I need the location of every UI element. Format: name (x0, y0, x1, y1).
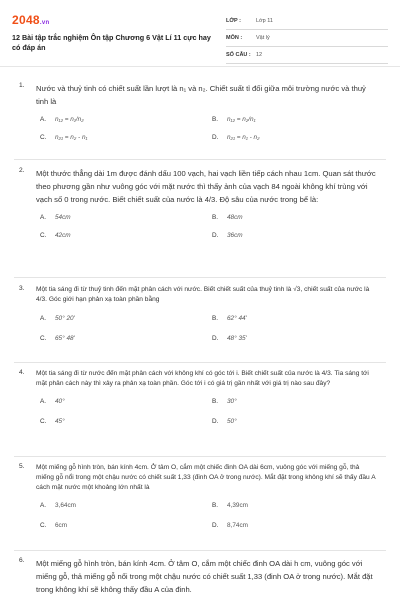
question-number: 4. (19, 369, 25, 376)
option-letter: B. (212, 398, 219, 405)
meta-label: LỚP : (226, 18, 241, 24)
question-number: 2. (19, 167, 25, 174)
meta-row-count (226, 47, 388, 64)
options-row (40, 134, 376, 146)
option-value: 30° (227, 398, 237, 405)
option-value: 50° 20' (55, 315, 75, 322)
option-b[interactable] (212, 315, 247, 322)
options-row (40, 315, 376, 327)
meta-value: 12 (256, 52, 263, 58)
meta-row-subject (226, 30, 388, 47)
option-a[interactable] (40, 315, 75, 322)
option-d[interactable] (212, 134, 260, 141)
question-1 (19, 82, 376, 146)
question-2 (19, 167, 376, 244)
option-d[interactable] (212, 232, 243, 239)
option-value: 40° (55, 398, 65, 405)
option-letter: B. (212, 214, 219, 221)
option-a[interactable] (40, 214, 71, 221)
option-letter: C. (40, 134, 47, 141)
option-letter: C. (40, 418, 47, 425)
option-d[interactable] (212, 522, 248, 529)
option-b[interactable] (212, 398, 237, 405)
question-number: 6. (19, 557, 25, 564)
option-value: 65° 48' (55, 335, 75, 342)
question-divider (14, 362, 386, 363)
option-letter: D. (212, 134, 219, 141)
option-a[interactable] (40, 502, 76, 509)
options-row (40, 232, 376, 244)
option-c[interactable] (40, 335, 75, 342)
question-6 (19, 557, 376, 596)
option-value: 42cm (55, 232, 71, 239)
option-b[interactable] (212, 214, 243, 221)
meta-row-class (226, 13, 388, 30)
quiz-meta (226, 13, 388, 64)
option-c[interactable] (40, 134, 88, 141)
options-row (40, 418, 376, 430)
option-letter: C. (40, 232, 47, 239)
option-b[interactable] (212, 502, 248, 509)
option-value: n₁₂ = n₂/n₁ (227, 116, 256, 123)
option-letter: B. (212, 315, 219, 322)
option-letter: A. (40, 214, 47, 221)
option-letter: D. (212, 232, 219, 239)
option-letter: A. (40, 315, 47, 322)
meta-value: Lớp 11 (256, 18, 273, 24)
meta-value: Vật lý (256, 35, 270, 41)
question-text: Một tia sáng đi từ nước đến mặt phân cách với không khí có góc tới i. Biết chiết suất của nước là 4/3. Tia sáng tới mặt phân cách này thì xảy ra phản xạ toàn phần. Góc tới i có giá trị gần nhất với giá trị nào sau đây? (36, 370, 369, 387)
option-value: 45° (55, 418, 65, 425)
quiz-title: 12 Bài tập trắc nghiệm Ôn tập Chương 6 Vật Lí 11 cực hay có đáp án (12, 33, 211, 52)
option-letter: D. (212, 522, 219, 529)
options-row (40, 214, 376, 226)
option-value: 8,74cm (227, 522, 248, 529)
option-a[interactable] (40, 398, 65, 405)
option-letter: B. (212, 116, 219, 123)
option-letter: A. (40, 398, 47, 405)
option-letter: B. (212, 502, 219, 509)
option-letter: A. (40, 116, 47, 123)
question-3 (19, 285, 376, 347)
options-row (40, 522, 376, 534)
question-text: Một miếng gỗ hình tròn, bán kính 4cm. Ở tâm O, cắm một chiếc đinh OA dài h cm, vuông góc với miếng gỗ, thả miếng gỗ nổi trong một chậu nước có chiết suất 1,33 (đinh OA ở trong nước). Mắt đặt trong không khí sẽ không thấy đầu A của đinh. (36, 559, 373, 594)
options-row (40, 335, 376, 347)
question-text: Nước và thuỷ tinh có chiết suất lần lượt là n₁ và n₂. Chiết suất tỉ đối giữa môi trường nước và thuỷ tinh là (36, 84, 366, 106)
question-divider (14, 277, 386, 278)
option-d[interactable] (212, 335, 247, 342)
meta-label: SỐ CÂU : (226, 52, 251, 58)
option-c[interactable] (40, 522, 67, 529)
question-text: Một thước thẳng dài 1m được đánh dấu 100 vạch, hai vạch liền tiếp cách nhau 1cm. Quan sát thước theo phương gần như vuông góc với mặt nước thì thấy ảnh của vạch 84 ngoài không khí trùng với vạch số 0 trong nước. Biết chiết suất của nước là 4/3. Độ sâu của nước trong bể là: (36, 169, 376, 204)
option-value: 6cm (55, 522, 68, 529)
options-row (40, 502, 376, 514)
option-value: 4,39cm (227, 502, 248, 509)
meta-label: MÔN : (226, 35, 243, 41)
question-divider (14, 159, 386, 160)
question-divider (14, 456, 386, 457)
option-letter: A. (40, 502, 47, 509)
option-b[interactable] (212, 116, 256, 123)
option-a[interactable] (40, 116, 84, 123)
option-value: n₂₁ = n₂ - n₁ (55, 134, 88, 141)
options-row (40, 398, 376, 410)
option-letter: D. (212, 418, 219, 425)
question-number: 3. (19, 285, 25, 292)
option-letter: D. (212, 335, 219, 342)
question-text: Một miếng gỗ hình tròn, bán kính 4cm. Ở tâm O, cắm một chiếc đinh OA dài 6cm, vuông góc với miếng gỗ, thả miếng gỗ nổi trong một chậu nước có chiết suất 1,33 (đinh OA ở trong nước). Mắt đặt trong không khí sẽ thấy đầu A cách mặt nước một khoảng lớn nhất là (36, 464, 376, 491)
option-value: 36cm (227, 232, 243, 239)
option-d[interactable] (212, 418, 237, 425)
option-value: 48° 35' (227, 335, 247, 342)
option-value: 48cm (227, 214, 243, 221)
question-5 (19, 463, 376, 534)
question-4 (19, 369, 376, 430)
option-value: 62° 44' (227, 315, 247, 322)
option-c[interactable] (40, 232, 71, 239)
logo-suffix: .vn (39, 20, 50, 26)
option-value: 3,64cm (55, 502, 76, 509)
question-text: Một tia sáng đi từ thuỷ tinh đến mặt phân cách với nước. Biết chiết suất của thuỷ tinh là √3, chiết suất của nước là 4/3. Góc giới hạn phản xạ toàn phần bằng (36, 286, 370, 303)
question-number: 5. (19, 463, 25, 470)
question-divider (14, 550, 386, 551)
option-value: n₁₂ = n₁/n₂ (55, 116, 84, 123)
question-number: 1. (19, 82, 25, 89)
option-c[interactable] (40, 418, 65, 425)
option-letter: C. (40, 335, 47, 342)
page-header (0, 0, 400, 67)
site-logo[interactable] (12, 13, 49, 27)
option-value: 50° (227, 418, 237, 425)
option-letter: C. (40, 522, 47, 529)
logo-main: 2048 (12, 13, 40, 27)
option-value: n₂₁ = n₁ - n₂ (227, 134, 260, 141)
options-row (40, 116, 376, 128)
option-value: 54cm (55, 214, 71, 221)
